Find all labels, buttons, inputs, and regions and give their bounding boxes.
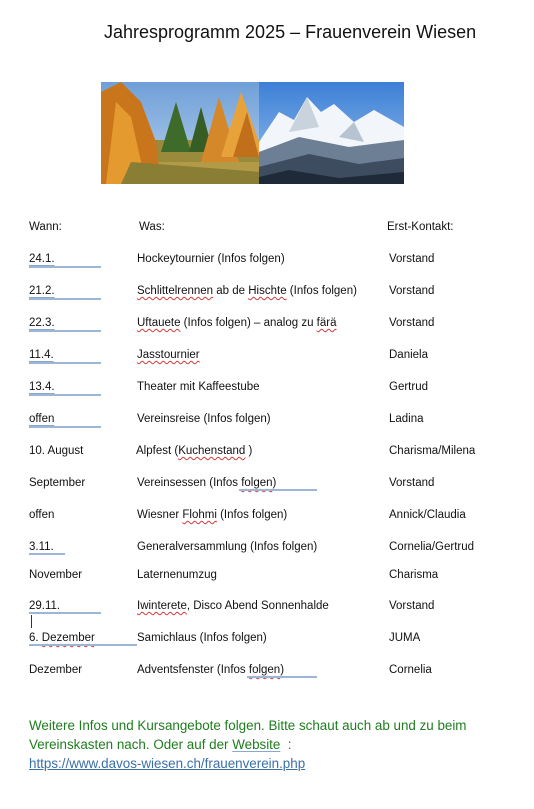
event-contact: Vorstand: [389, 600, 435, 612]
event-date: 10. August: [29, 445, 84, 457]
event-date: 3.11.: [29, 541, 54, 553]
misspelled-word: Flohmi: [182, 509, 217, 521]
event-contact: Daniela: [389, 349, 428, 361]
footer-text: Weitere Infos und Kursangebote folgen. Bitte schaut auch ab und zu beim Vereinskasten nach. Oder auf der: [29, 718, 467, 752]
event-date: 24.1.: [29, 253, 55, 265]
text-segment: (Infos folgen): [216, 509, 288, 521]
header-when: Wann:: [29, 221, 62, 233]
text-segment: Adventsfenster (Infos: [137, 664, 249, 676]
event-title: Jasstournier: [137, 349, 200, 361]
grammar-underline: [29, 394, 101, 396]
table-row: [0, 600, 534, 620]
event-title: [137, 477, 276, 489]
event-contact: Vorstand: [389, 477, 435, 489]
text-segment: Vereinsessen (Infos: [137, 477, 242, 489]
grammar-underline: [29, 644, 137, 646]
event-date: Dezember: [29, 664, 83, 676]
event-date: 11.4.: [29, 349, 54, 361]
event-title: Generalversammlung (Infos folgen): [137, 541, 318, 553]
event-date: 13.4.: [29, 381, 55, 393]
text-segment: 6.: [29, 632, 42, 644]
table-row: [0, 285, 534, 305]
misspelled-word: folgen: [241, 477, 273, 489]
misspelled-word: Dezember: [41, 632, 95, 644]
event-contact: JUMA: [389, 632, 421, 644]
text-segment: (Infos folgen): [286, 285, 357, 297]
event-contact: Ladina: [389, 413, 424, 425]
footer-colon: :: [280, 737, 292, 752]
event-title: [137, 664, 284, 676]
misspelled-word: färä: [316, 317, 337, 329]
misspelled-word: Schlittelrennen: [137, 285, 214, 297]
misspelled-word: Uftauete: [137, 317, 181, 329]
event-title: [136, 445, 252, 457]
table-row: [0, 253, 534, 273]
website-word: Website: [232, 737, 281, 752]
grammar-underline: [29, 330, 101, 332]
misspelled-word: folgen: [248, 664, 281, 676]
footer-note: [29, 716, 509, 773]
header-what: Was:: [139, 221, 165, 233]
misspelled-word: Kuchenstand: [178, 445, 246, 457]
event-contact: Vorstand: [389, 253, 435, 265]
event-contact: Charisma: [389, 569, 439, 581]
grammar-underline: [29, 426, 101, 428]
event-contact: Annick/Claudia: [389, 509, 466, 521]
event-title: [137, 317, 336, 329]
event-date: 29.11.: [29, 600, 61, 612]
event-contact: Vorstand: [389, 285, 435, 297]
event-title: Hockeytournier (Infos folgen): [137, 253, 285, 265]
text-segment: ): [245, 445, 253, 457]
grammar-underline: [29, 553, 65, 555]
event-date: 22.3.: [29, 317, 55, 329]
table-row: [0, 413, 534, 433]
text-segment: ): [280, 664, 285, 676]
event-date: [29, 632, 95, 644]
event-title: Samichlaus (Infos folgen): [137, 632, 267, 644]
text-segment: ): [272, 477, 277, 489]
text-segment: Alpfest (: [136, 445, 179, 457]
event-title: [137, 600, 329, 612]
table-row: [0, 664, 534, 684]
grammar-underline: [29, 612, 101, 614]
text-cursor: [31, 615, 32, 628]
event-date: 21.2.: [29, 285, 55, 297]
website-link[interactable]: https://www.davos-wiesen.ch/frauenverein.php: [29, 756, 306, 771]
event-title: [137, 285, 357, 297]
grammar-underline: [29, 362, 101, 364]
grammar-underline: [247, 676, 317, 678]
event-date: September: [29, 477, 86, 489]
table-row: [0, 477, 534, 497]
event-date: offen: [29, 509, 55, 521]
table-row: [0, 317, 534, 337]
event-date: November: [29, 569, 83, 581]
event-title: Laternenumzug: [137, 569, 217, 581]
event-contact: Charisma/Milena: [389, 445, 476, 457]
event-contact: Cornelia: [389, 664, 432, 676]
table-row: [0, 381, 534, 401]
text-segment: ab de: [213, 285, 249, 297]
misspelled-word: Iwinterete: [137, 600, 187, 612]
header-contact: Erst-Kontakt:: [387, 221, 454, 233]
table-row: [0, 632, 534, 652]
page-title: Jahresprogramm 2025 – Frauenverein Wiesen: [104, 22, 477, 42]
event-title: Theater mit Kaffeestube: [137, 381, 260, 393]
table-row: [0, 509, 534, 529]
event-title: Vereinsreise (Infos folgen): [137, 413, 271, 425]
text-segment: Wiesner: [137, 509, 183, 521]
table-row: [0, 349, 534, 369]
event-title: [137, 509, 287, 521]
misspelled-word: Hischte: [248, 285, 287, 297]
snowy-mountains-photo: [259, 82, 404, 184]
table-row: [0, 445, 534, 465]
autumn-larch-forest-photo: [101, 82, 259, 184]
grammar-underline: [29, 266, 101, 268]
text-segment: , Disco Abend Sonnenhalde: [186, 600, 329, 612]
event-date: offen: [29, 413, 55, 425]
table-row: [0, 569, 534, 589]
text-segment: (Infos folgen) – analog zu: [180, 317, 317, 329]
grammar-underline: [239, 489, 317, 491]
header-photos: [101, 82, 404, 184]
grammar-underline: [29, 298, 101, 300]
event-contact: Gertrud: [389, 381, 428, 393]
table-row: [0, 541, 534, 561]
event-contact: Vorstand: [389, 317, 435, 329]
event-contact: Cornelia/Gertrud: [389, 541, 475, 553]
